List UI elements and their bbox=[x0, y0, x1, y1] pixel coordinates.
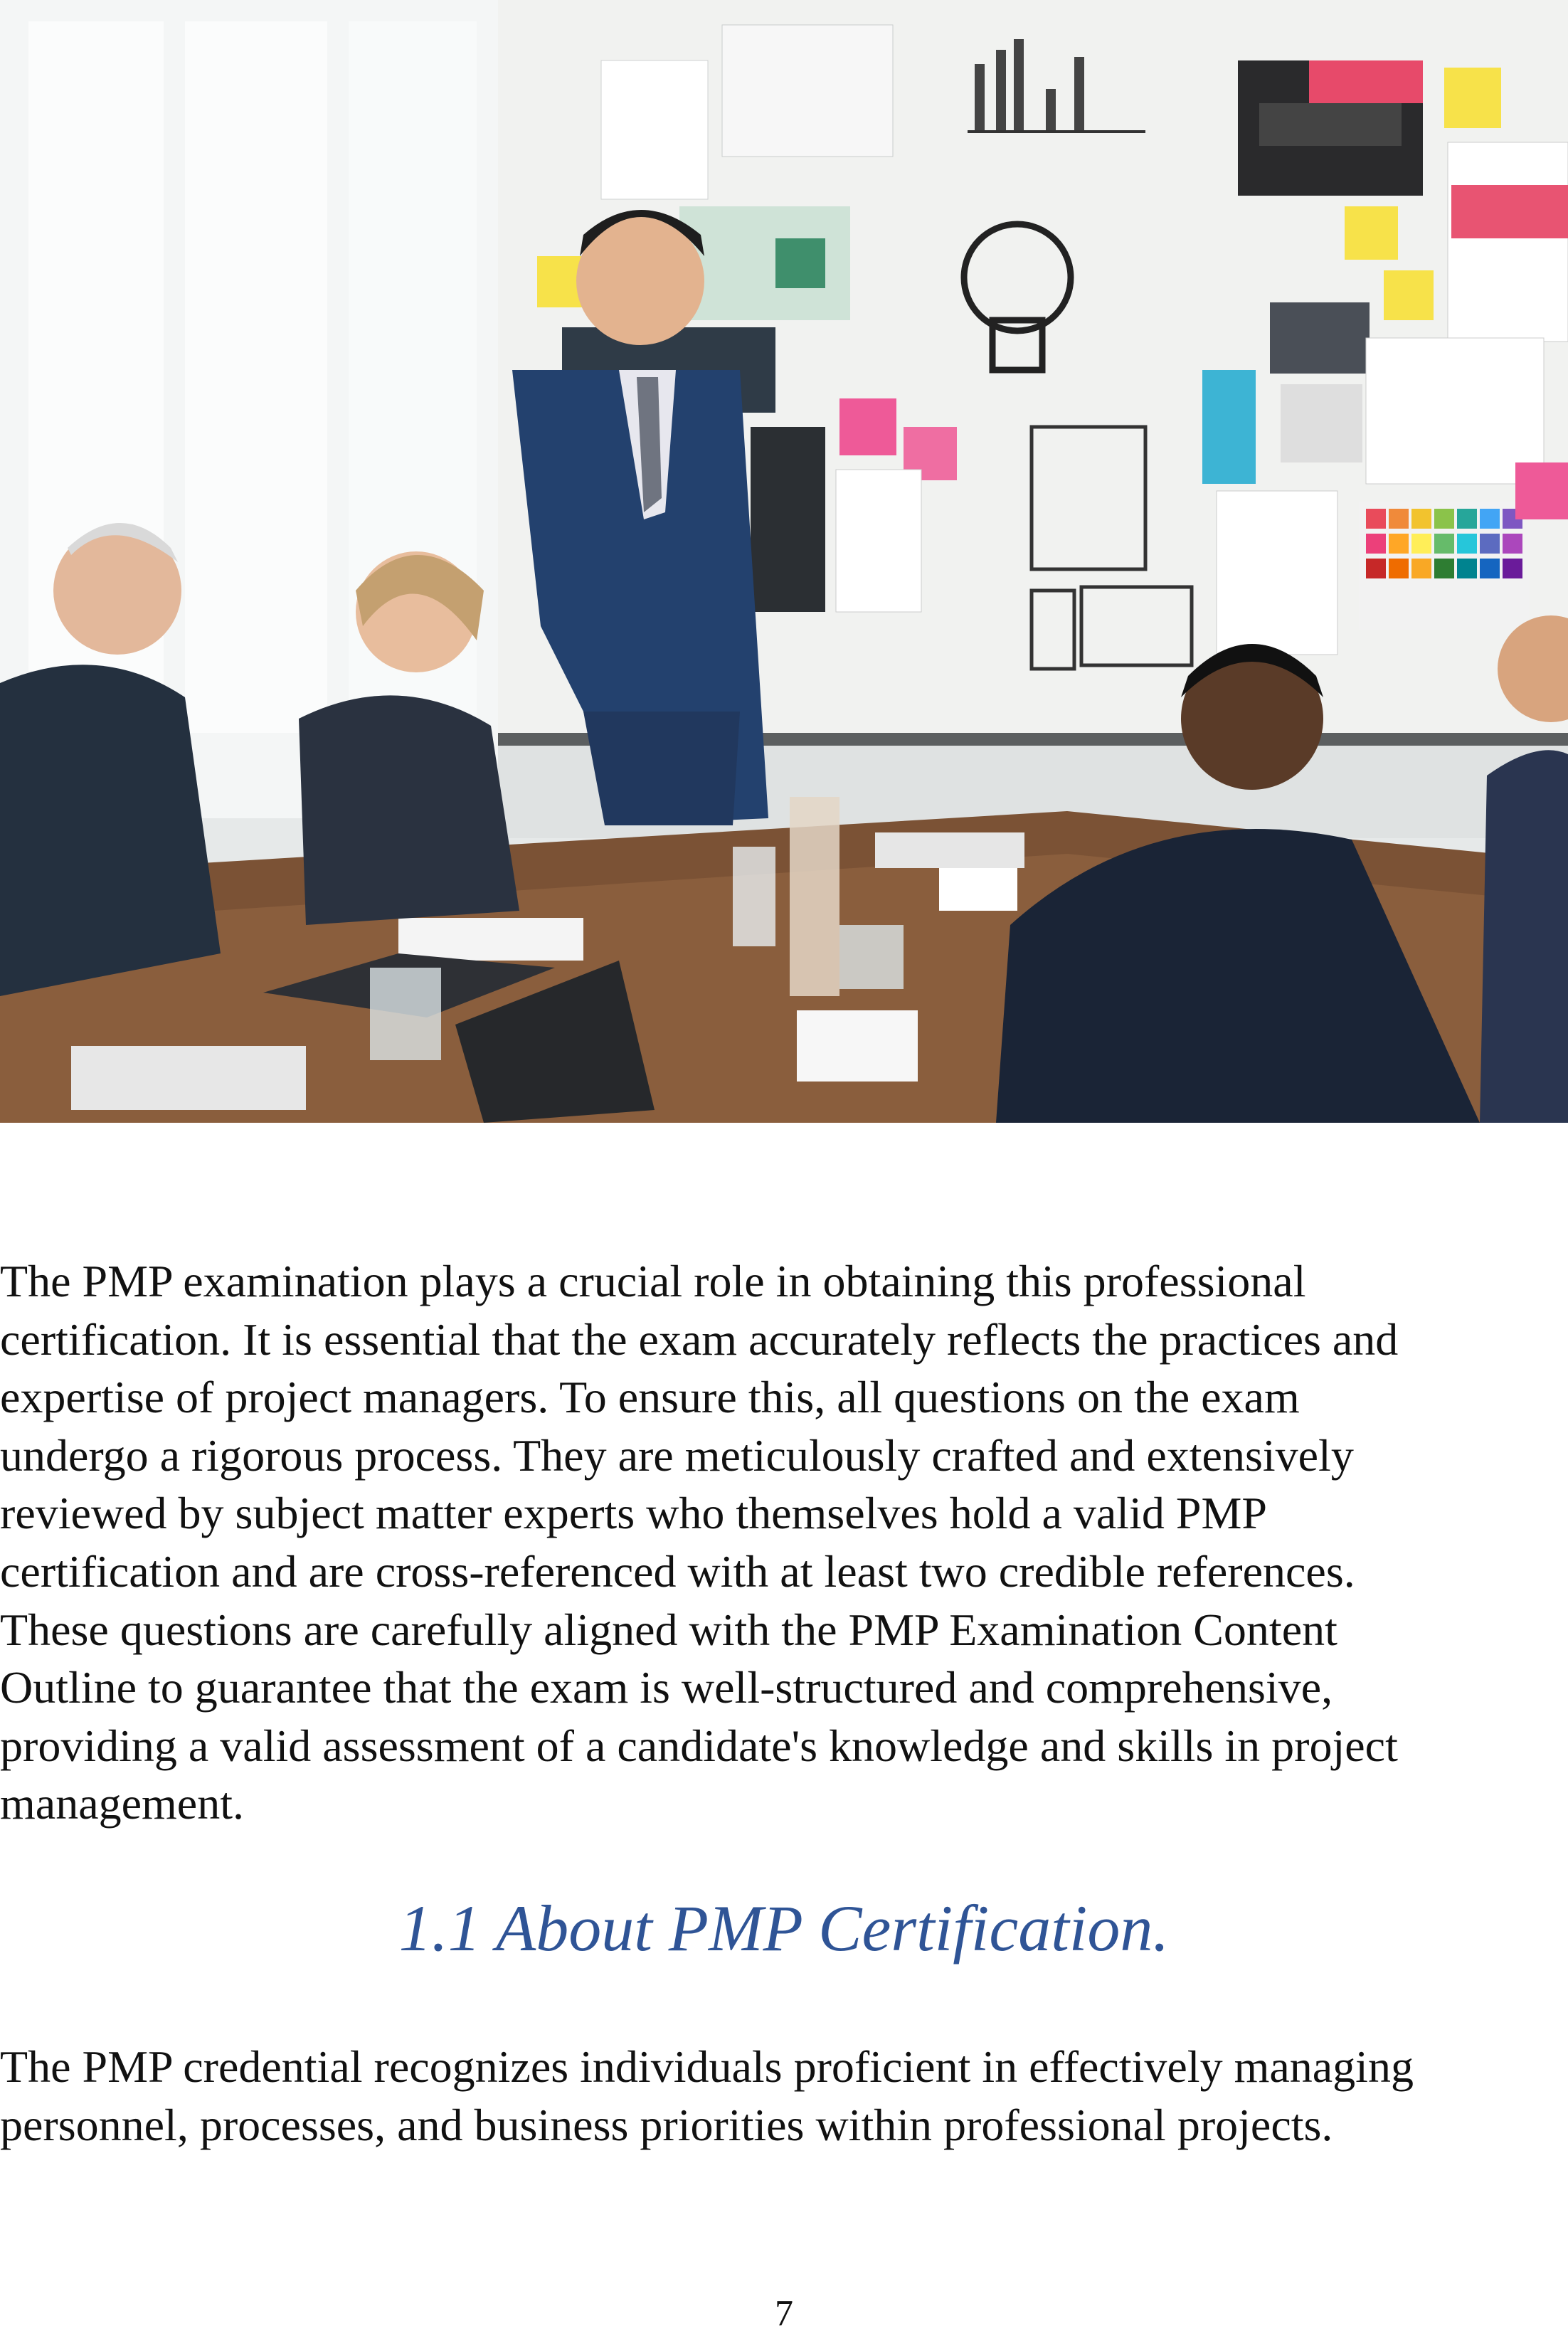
paragraph-line: The PMP credential recognizes individuals proficient in effectively managing bbox=[0, 2041, 1414, 2092]
paragraph-line: reviewed by subject matter experts who themselves hold a valid PMP bbox=[0, 1488, 1267, 1539]
meeting-photo bbox=[0, 0, 1568, 1123]
section-heading: 1.1 About PMP Certification. bbox=[398, 1892, 1170, 1964]
page-number: 7 bbox=[775, 2293, 793, 2334]
paragraph-line: certification and are cross-referenced with at least two credible references. bbox=[0, 1545, 1355, 1597]
body-paragraph-2 bbox=[0, 2038, 1568, 2154]
paragraph-line: Outline to guarantee that the exam is well-structured and comprehensive, bbox=[0, 1662, 1333, 1713]
paragraph-line: The PMP examination plays a crucial role in obtaining this professional bbox=[0, 1256, 1306, 1306]
paragraph-line: personnel, processes, and business priorities within professional projects. bbox=[0, 2099, 1333, 2150]
meeting-photo-illustration bbox=[0, 0, 1568, 1123]
paragraph-line: providing a valid assessment of a candidate's knowledge and skills in project bbox=[0, 1720, 1398, 1771]
paragraph-line: management. bbox=[0, 1778, 244, 1829]
paragraph-line: undergo a rigorous process. They are meticulously crafted and extensively bbox=[0, 1429, 1354, 1481]
body-paragraph-1 bbox=[0, 1252, 1568, 1833]
paragraph-line: These questions are carefully aligned with the PMP Examination Content bbox=[0, 1604, 1337, 1655]
paragraph-line: certification. It is essential that the exam accurately reflects the practices and bbox=[0, 1313, 1399, 1365]
paragraph-line: expertise of project managers. To ensure this, all questions on the exam bbox=[0, 1372, 1300, 1423]
